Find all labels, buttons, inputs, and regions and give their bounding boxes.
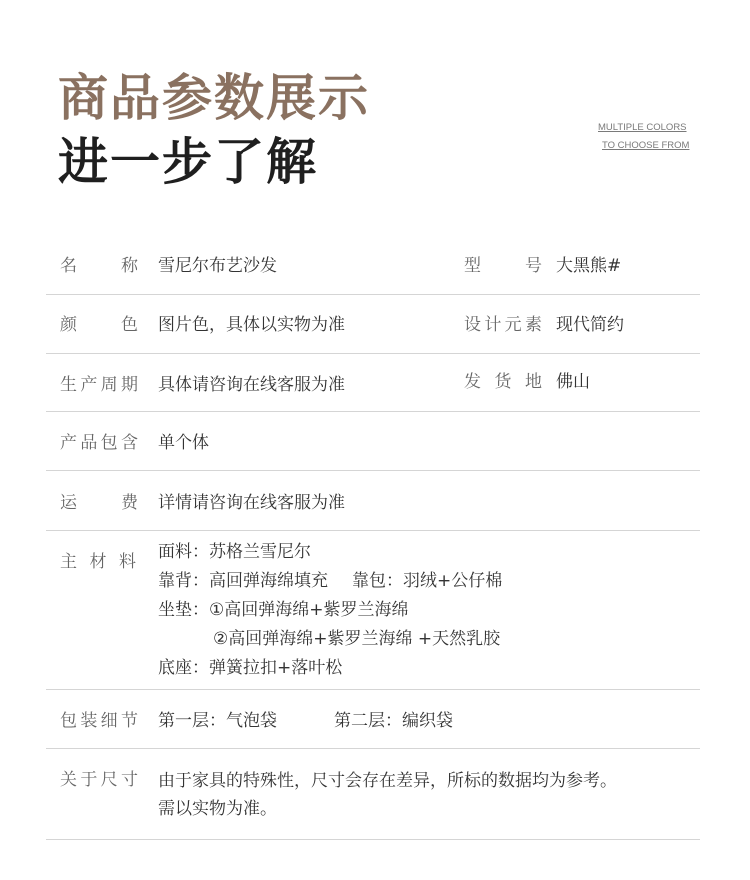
label-model	[464, 255, 542, 277]
label-char: 称	[121, 256, 138, 276]
material-seat: 坐垫：①高回弹海绵+紫罗兰海绵	[158, 600, 409, 620]
material-seat-alt: ②高回弹海绵+紫罗兰海绵 +天然乳胶	[213, 629, 501, 649]
value-name: 雪尼尔布艺沙发	[158, 256, 277, 276]
material-fabric: 面料：苏格兰雪尼尔	[158, 542, 311, 562]
label-char: 于	[80, 770, 98, 790]
label-color	[60, 314, 138, 336]
label-size	[60, 769, 138, 791]
row-shipping	[46, 471, 700, 531]
label-char: 料	[119, 552, 136, 572]
label-char: 号	[525, 256, 542, 276]
page-subtitle: 进一步了解	[58, 133, 318, 191]
label-design	[464, 314, 542, 336]
row-packaging	[46, 690, 700, 749]
label-name	[60, 255, 138, 277]
value-design: 现代简约	[556, 315, 624, 335]
label-char: 节	[120, 711, 138, 731]
material-cushion: 靠包：羽绒+公仔棉	[352, 571, 503, 591]
row-material	[46, 531, 700, 690]
label-char: 费	[121, 493, 138, 513]
label-char: 品	[80, 433, 98, 453]
label-char: 元	[504, 315, 522, 335]
value-color: 图片色，具体以实物为准	[158, 315, 345, 335]
label-char: 型	[464, 256, 481, 276]
value-packaging-1: 第一层：气泡袋	[158, 711, 277, 731]
label-char: 色	[121, 315, 138, 335]
value-model: 大黑熊#	[556, 256, 622, 276]
size-note-line1: 由于家具的特殊性，尺寸会存在差异，所标的数据均为参考。	[158, 771, 617, 791]
page-title: 商品参数展示	[58, 69, 370, 127]
label-char: 含	[120, 433, 138, 453]
label-char: 地	[525, 372, 542, 392]
label-char: 设	[464, 315, 481, 335]
label-char: 关	[60, 770, 77, 790]
row-name	[46, 236, 700, 295]
label-shipping	[60, 492, 138, 514]
label-origin	[464, 371, 542, 393]
row-contents	[46, 412, 700, 471]
material-base: 底座：弹簧拉扣+落叶松	[158, 658, 343, 678]
label-char: 素	[524, 315, 542, 335]
colors-note-line1: MULTIPLE COLORS	[598, 122, 687, 133]
colors-note-line2: TO CHOOSE FROM	[602, 140, 690, 151]
row-cycle	[46, 354, 700, 412]
label-char: 包	[60, 711, 77, 731]
label-material	[60, 551, 136, 573]
label-char: 产	[60, 433, 77, 453]
value-shipping: 详情请咨询在线客服为准	[158, 493, 345, 513]
label-char: 细	[100, 711, 118, 731]
value-origin: 佛山	[556, 372, 590, 392]
label-char: 包	[100, 433, 118, 453]
row-color	[46, 295, 700, 354]
label-char: 颜	[60, 315, 77, 335]
label-char: 生	[60, 375, 77, 395]
material-backrest: 靠背：高回弹海绵填充	[158, 571, 328, 591]
label-char: 尺	[100, 770, 118, 790]
label-char: 期	[120, 375, 138, 395]
label-char: 周	[100, 375, 118, 395]
label-char: 主	[60, 552, 77, 572]
size-note-line2: 需以实物为准。	[158, 799, 277, 819]
label-char: 寸	[120, 770, 138, 790]
label-char: 货	[494, 372, 512, 392]
label-char: 计	[484, 315, 502, 335]
value-packaging-2: 第二层：编织袋	[334, 711, 453, 731]
params-table	[46, 236, 700, 840]
label-char: 发	[464, 372, 481, 392]
value-cycle: 具体请咨询在线客服为准	[158, 375, 345, 395]
value-contents: 单个体	[158, 433, 209, 453]
material-back	[158, 570, 502, 592]
label-cycle	[60, 374, 138, 396]
label-char: 名	[60, 256, 77, 276]
label-char: 装	[80, 711, 98, 731]
row-size	[46, 749, 700, 840]
label-char: 运	[60, 493, 77, 513]
colors-note	[598, 119, 689, 155]
label-char: 材	[89, 552, 107, 572]
label-char: 产	[80, 375, 98, 395]
label-packaging	[60, 710, 138, 732]
label-contents	[60, 432, 138, 454]
